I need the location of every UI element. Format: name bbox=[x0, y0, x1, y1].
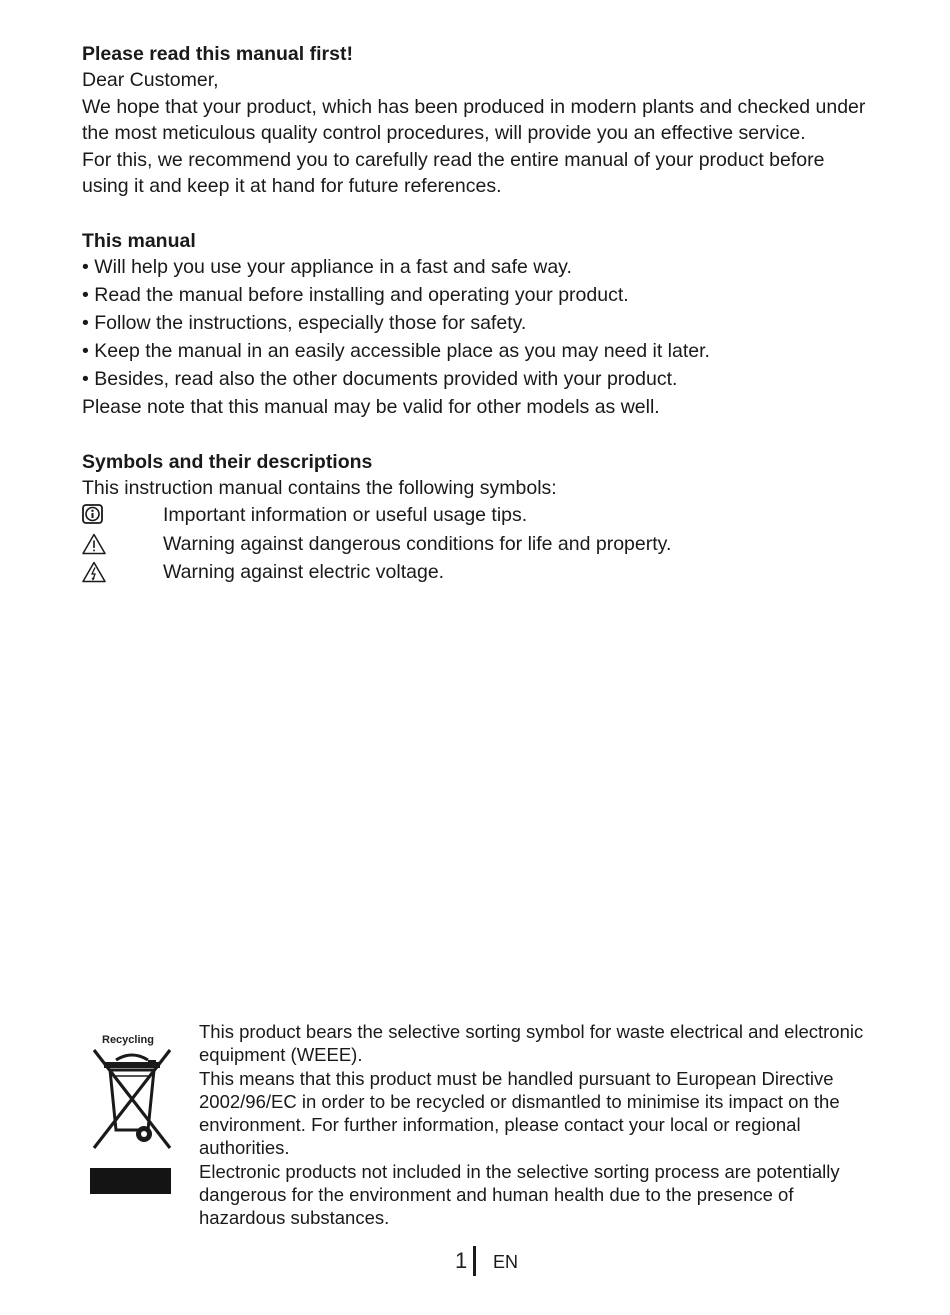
symbols-intro: This instruction manual contains the following symbols: bbox=[82, 476, 557, 499]
manual-note: Please note that this manual may be valid for other models as well. bbox=[82, 395, 660, 418]
weee-paragraph-1: This product bears the selective sorting symbol for waste electrical and electronic equipment (WEEE). bbox=[199, 1021, 864, 1066]
weee-paragraph-2: This means that this product must be handled pursuant to European Directive 2002/96/EC in order to be recycled or dismantled to minimise its impact on the environment. For further information, please contact your local or regional authorities. bbox=[199, 1067, 840, 1159]
symbol-description: Important information or useful usage tips. bbox=[163, 504, 528, 526]
list-item: • Read the manual before installing and operating your product. bbox=[82, 283, 629, 306]
language-code: EN bbox=[493, 1252, 519, 1272]
footer-divider bbox=[473, 1246, 476, 1276]
greeting: Dear Customer, bbox=[82, 68, 219, 91]
weee-text bbox=[199, 1020, 864, 1230]
main-content bbox=[82, 42, 872, 589]
list-item: • Besides, read also the other documents provided with your product. bbox=[82, 367, 678, 390]
warning-icon bbox=[82, 532, 163, 555]
symbols-heading: Symbols and their descriptions bbox=[82, 451, 373, 473]
page-footer bbox=[0, 1246, 950, 1276]
symbol-description: Warning against dangerous conditions for life and property. bbox=[163, 532, 672, 555]
manual-heading: This manual bbox=[82, 230, 196, 252]
page-number: 1 bbox=[455, 1248, 468, 1273]
info-icon bbox=[82, 503, 163, 524]
intro-paragraph-1: We hope that your product, which has been produced in modern plants and checked under the most meticulous quality control procedures, will provide you an effective service. bbox=[82, 96, 866, 144]
electric-warning-icon bbox=[82, 560, 163, 583]
intro-heading: Please read this manual first! bbox=[82, 43, 353, 65]
symbol-description: Warning against electric voltage. bbox=[163, 561, 445, 583]
list-item: • Keep the manual in an easily accessible place as you may need it later. bbox=[82, 339, 710, 362]
intro-paragraph-2: For this, we recommend you to carefully read the entire manual of your product before using it and keep it at hand for future references. bbox=[82, 149, 825, 197]
manual-bullet-list bbox=[82, 255, 872, 393]
recycling-label: Recycling bbox=[102, 1034, 154, 1046]
symbol-row-warning bbox=[82, 532, 872, 561]
weee-paragraph-3: Electronic products not included in the selective sorting process are potentially dangerous for the environment and human health due to the presence of hazardous substances. bbox=[199, 1160, 840, 1229]
symbol-row-electric bbox=[82, 560, 872, 589]
weee-black-bar bbox=[90, 1168, 171, 1194]
list-item: • Will help you use your appliance in a fast and safe way. bbox=[82, 255, 572, 278]
symbol-row-info bbox=[82, 503, 872, 532]
list-item: • Follow the instructions, especially those for safety. bbox=[82, 311, 527, 334]
